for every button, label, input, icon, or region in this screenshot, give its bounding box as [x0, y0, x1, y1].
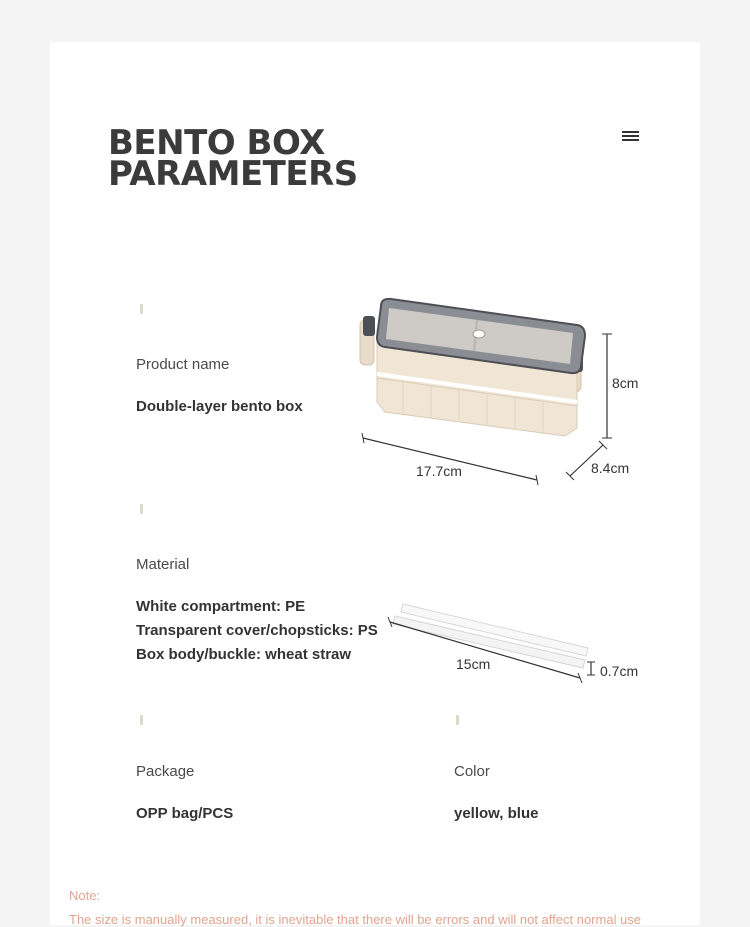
section-marker	[456, 715, 459, 725]
page-title-line-2: PARAMETERS	[108, 154, 358, 194]
note-label: Note:	[69, 888, 101, 903]
note-text: The size is manually measured, it is inevitable that there will be errors and will not affect normal use	[69, 912, 642, 927]
menu-icon[interactable]	[620, 129, 642, 143]
material-label: Material	[136, 556, 190, 573]
material-line-1: White compartment: PE	[136, 598, 306, 615]
page-title-line-1: BENTO BOX	[108, 123, 325, 163]
section-marker	[140, 715, 143, 725]
product-name-value: Double-layer bento box	[136, 398, 303, 415]
product-name-label: Product name	[136, 356, 230, 373]
material-line-2: Transparent cover/chopsticks: PS	[136, 622, 378, 639]
section-marker	[140, 304, 143, 314]
material-line-3: Box body/buckle: wheat straw	[136, 646, 352, 663]
package-label: Package	[136, 763, 195, 780]
box-width-label: 8.4cm	[591, 460, 630, 476]
box-length-label: 17.7cm	[416, 463, 462, 479]
section-marker	[140, 504, 143, 514]
page-title	[108, 123, 358, 194]
chopsticks-image	[385, 598, 600, 688]
box-height-label: 8cm	[612, 375, 639, 391]
color-label: Color	[454, 763, 490, 780]
color-value: yellow, blue	[454, 805, 539, 822]
chopstick-length-label: 15cm	[456, 656, 491, 672]
chopstick-thickness-label: 0.7cm	[600, 663, 639, 679]
package-value: OPP bag/PCS	[136, 805, 234, 822]
